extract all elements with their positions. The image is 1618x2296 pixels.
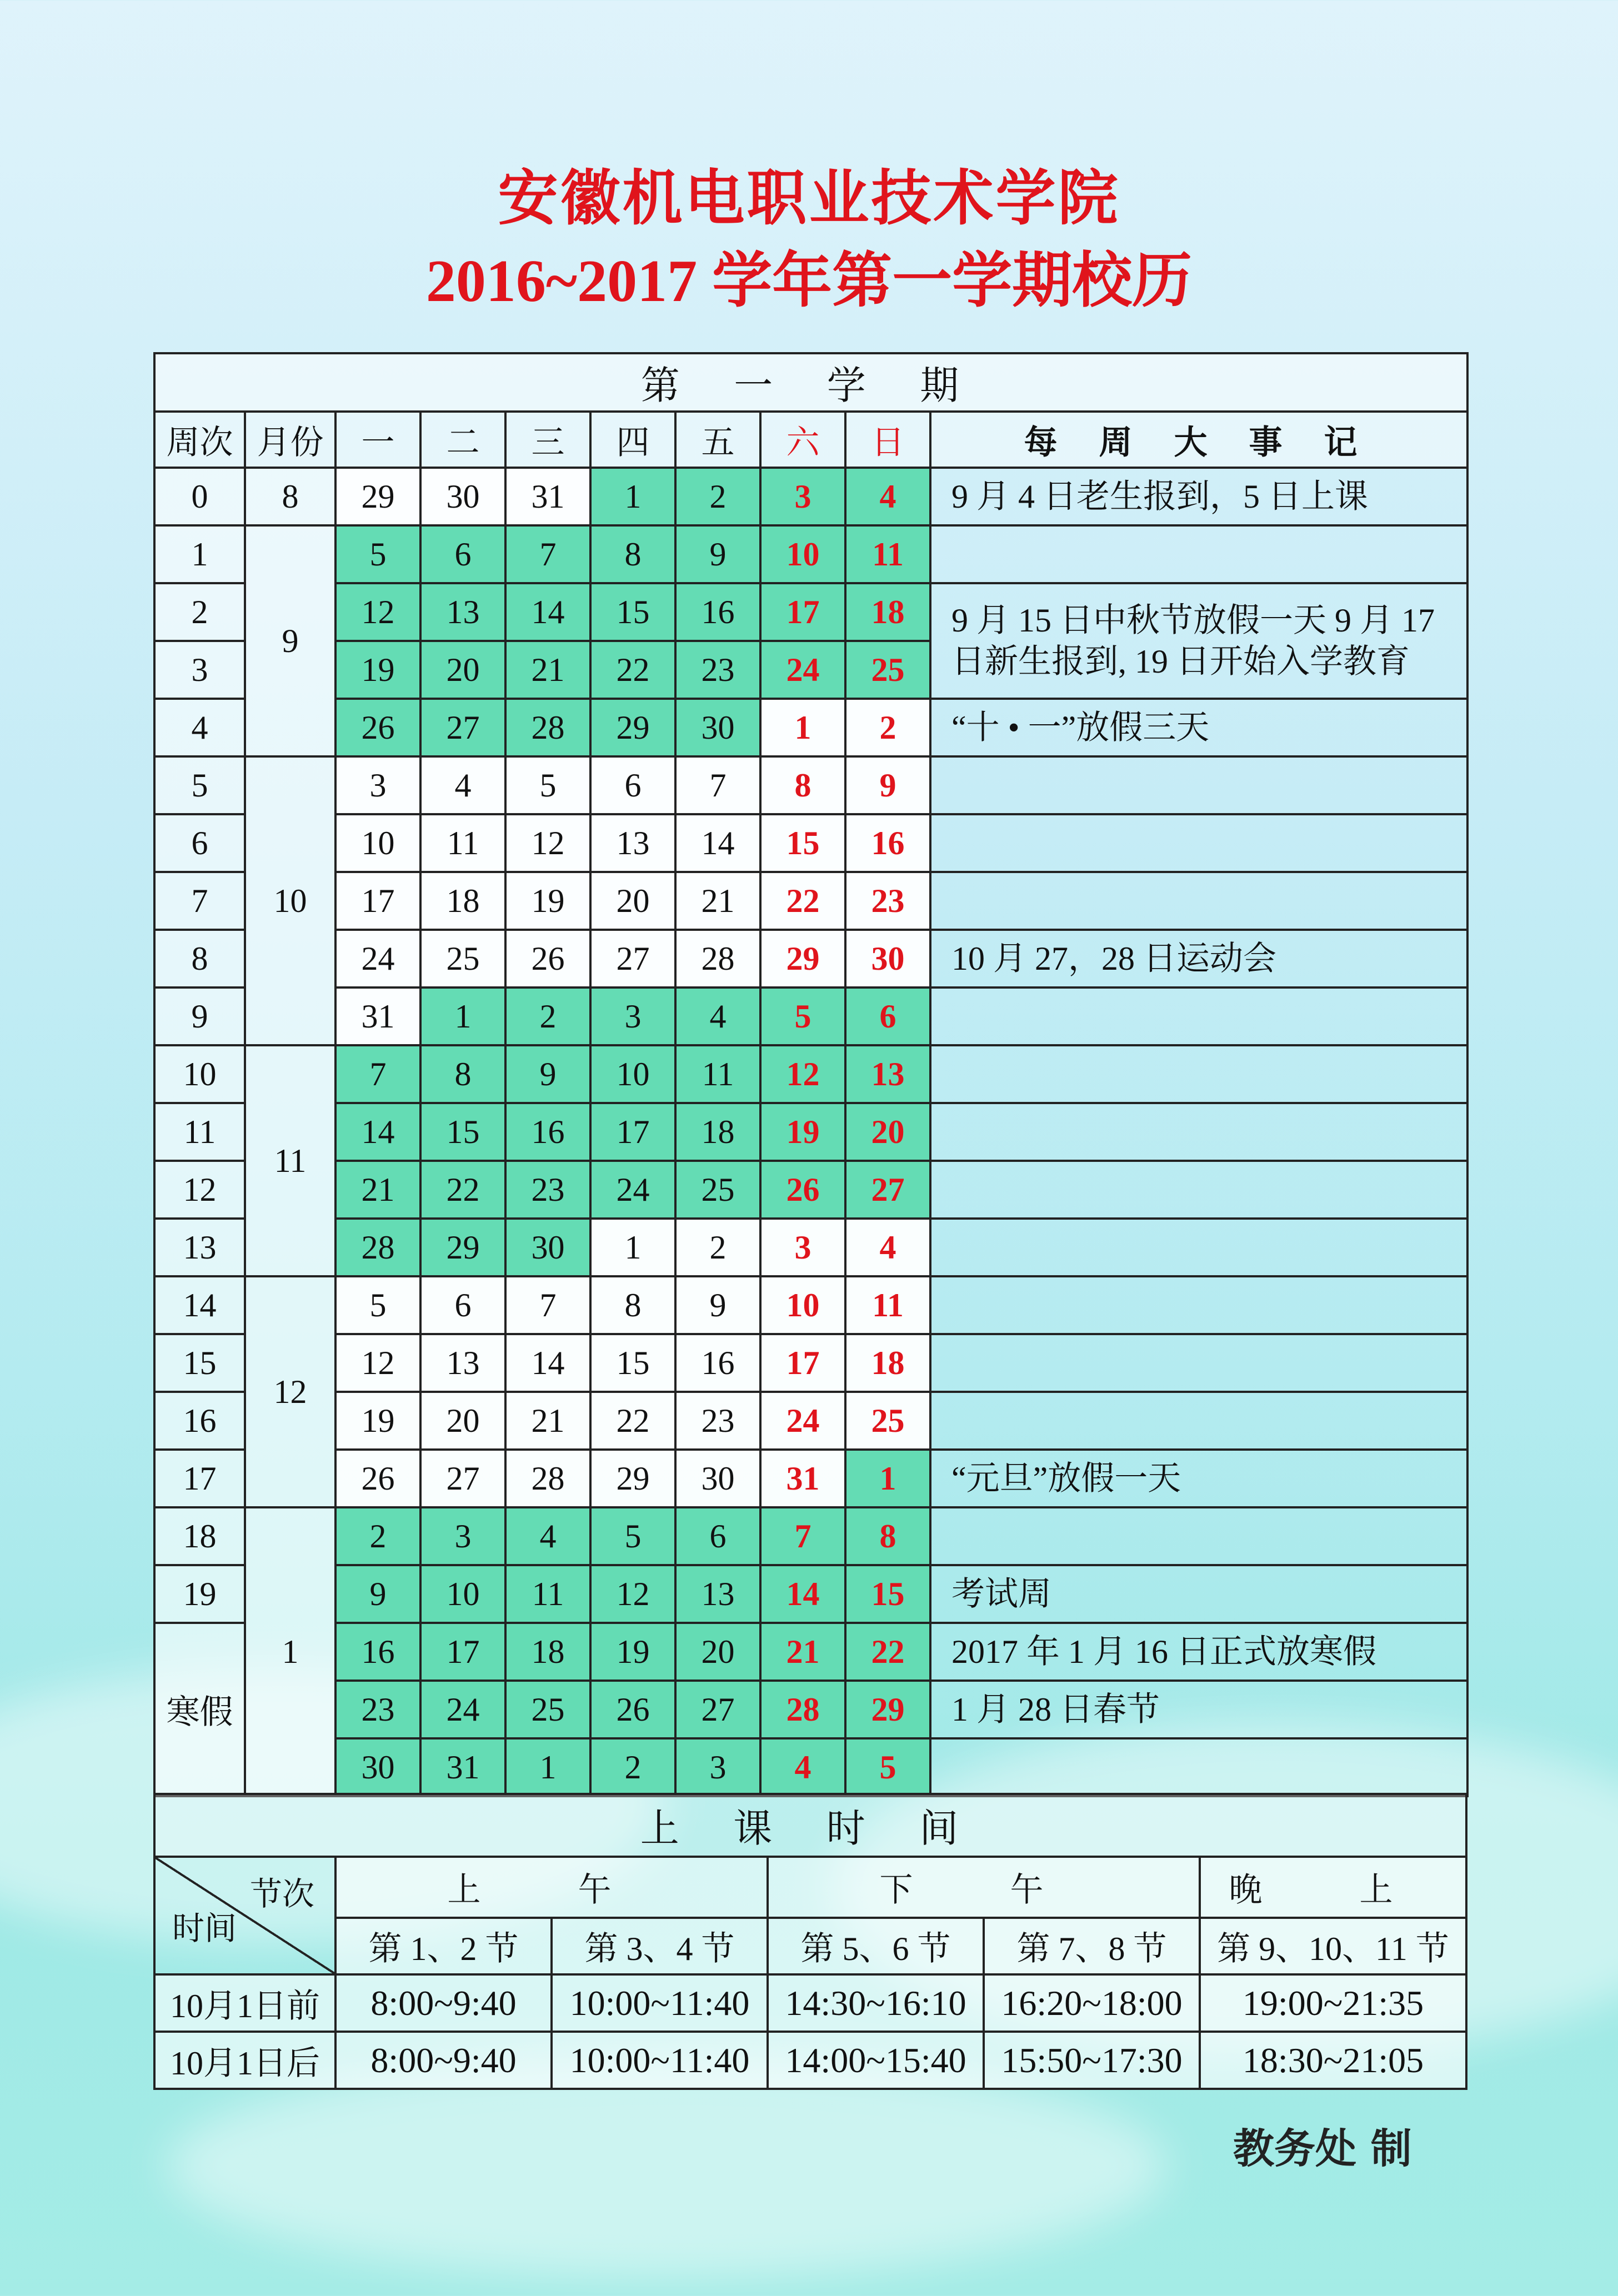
event-cell — [930, 1392, 1467, 1450]
month-cell: 1 — [245, 1507, 335, 1796]
day-cell: 10 — [335, 814, 420, 872]
time-cell: 15:50~17:30 — [984, 2032, 1200, 2089]
event-cell — [930, 1738, 1467, 1796]
day-cell: 3 — [760, 1219, 845, 1276]
day-cell: 24 — [760, 1392, 845, 1450]
week-number: 12 — [154, 1161, 245, 1219]
day-cell: 15 — [760, 814, 845, 872]
day-cell: 27 — [420, 1450, 505, 1507]
day-cell: 15 — [590, 1334, 675, 1392]
day-cell: 20 — [590, 872, 675, 930]
day-cell: 5 — [335, 1276, 420, 1334]
time-cell: 18:30~21:05 — [1200, 2032, 1466, 2089]
week-number: 0 — [154, 468, 245, 525]
day-cell: 22 — [420, 1161, 505, 1219]
week-number: 17 — [154, 1450, 245, 1507]
day-cell: 11 — [675, 1045, 760, 1103]
week-number: 14 — [154, 1276, 245, 1334]
day-cell: 16 — [505, 1103, 590, 1161]
day-header-sunday: 日 — [845, 412, 930, 468]
week-number: 7 — [154, 872, 245, 930]
time-cell: 19:00~21:35 — [1200, 1974, 1466, 2032]
day-cell: 24 — [335, 930, 420, 987]
day-cell: 16 — [675, 1334, 760, 1392]
day-cell: 11 — [845, 1276, 930, 1334]
day-cell: 14 — [760, 1565, 845, 1623]
month-cell: 10 — [245, 756, 335, 1045]
month-cell: 8 — [245, 468, 335, 525]
event-cell — [930, 1276, 1467, 1334]
day-cell: 28 — [505, 1450, 590, 1507]
day-cell: 20 — [420, 641, 505, 699]
corner-period-label: 节次 — [249, 1876, 314, 1912]
day-cell: 5 — [845, 1738, 930, 1796]
events-header: 每 周 大 事 记 — [930, 412, 1467, 468]
event-cell — [930, 1219, 1467, 1276]
day-cell: 14 — [335, 1103, 420, 1161]
day-cell: 10 — [420, 1565, 505, 1623]
day-cell: 4 — [760, 1738, 845, 1796]
day-cell: 2 — [590, 1738, 675, 1796]
day-cell: 30 — [420, 468, 505, 525]
day-cell: 29 — [335, 468, 420, 525]
day-header: 二 — [420, 412, 505, 468]
event-cell — [930, 525, 1467, 583]
day-cell: 30 — [675, 699, 760, 756]
time-cell: 14:30~16:10 — [768, 1974, 984, 2032]
event-cell — [930, 1334, 1467, 1392]
day-cell: 16 — [335, 1623, 420, 1681]
day-cell: 21 — [675, 872, 760, 930]
day-cell: 25 — [675, 1161, 760, 1219]
day-header: 一 — [335, 412, 420, 468]
day-cell: 29 — [760, 930, 845, 987]
time-cell: 10:00~11:40 — [552, 2032, 768, 2089]
day-cell: 24 — [420, 1681, 505, 1738]
day-cell: 4 — [420, 756, 505, 814]
day-cell: 20 — [675, 1623, 760, 1681]
day-cell: 11 — [845, 525, 930, 583]
event-cell — [930, 756, 1467, 814]
day-cell: 29 — [420, 1219, 505, 1276]
event-cell — [930, 872, 1467, 930]
day-cell: 31 — [335, 987, 420, 1045]
day-cell: 28 — [335, 1219, 420, 1276]
day-cell: 25 — [845, 1392, 930, 1450]
day-cell: 26 — [335, 1450, 420, 1507]
week-number: 16 — [154, 1392, 245, 1450]
day-cell: 13 — [845, 1045, 930, 1103]
month-cell: 12 — [245, 1276, 335, 1507]
day-cell: 12 — [335, 1334, 420, 1392]
day-cell: 13 — [420, 583, 505, 641]
semester-heading: 第 一 学 期 — [154, 353, 1467, 412]
day-cell: 12 — [335, 583, 420, 641]
day-cell: 18 — [845, 1334, 930, 1392]
day-cell: 24 — [590, 1161, 675, 1219]
day-header-saturday: 六 — [760, 412, 845, 468]
day-cell: 8 — [845, 1507, 930, 1565]
day-cell: 24 — [760, 641, 845, 699]
event-cell: 2017 年 1 月 16 日正式放寒假 — [930, 1623, 1467, 1681]
day-cell: 17 — [590, 1103, 675, 1161]
day-cell: 25 — [420, 930, 505, 987]
day-cell: 5 — [590, 1507, 675, 1565]
day-cell: 13 — [420, 1334, 505, 1392]
corner-time-label: 时间 — [172, 1911, 237, 1947]
day-cell: 9 — [335, 1565, 420, 1623]
day-cell: 21 — [760, 1623, 845, 1681]
day-cell: 21 — [505, 641, 590, 699]
day-cell: 9 — [505, 1045, 590, 1103]
period-header: 第 9、10、11 节 — [1200, 1918, 1466, 1974]
day-cell: 12 — [760, 1045, 845, 1103]
day-cell: 28 — [505, 699, 590, 756]
week-number: 10 — [154, 1045, 245, 1103]
day-cell: 26 — [590, 1681, 675, 1738]
day-cell: 31 — [760, 1450, 845, 1507]
period-header: 第 7、8 节 — [984, 1918, 1200, 1974]
day-cell: 27 — [675, 1681, 760, 1738]
event-cell: 考试周 — [930, 1565, 1467, 1623]
day-cell: 29 — [845, 1681, 930, 1738]
event-cell — [930, 1161, 1467, 1219]
day-cell: 18 — [675, 1103, 760, 1161]
day-cell: 4 — [845, 1219, 930, 1276]
day-cell: 8 — [420, 1045, 505, 1103]
day-cell: 4 — [845, 468, 930, 525]
day-cell: 14 — [505, 583, 590, 641]
day-cell: 28 — [760, 1681, 845, 1738]
day-cell: 4 — [505, 1507, 590, 1565]
week-number: 11 — [154, 1103, 245, 1161]
period-header: 第 3、4 节 — [552, 1918, 768, 1974]
event-cell — [930, 1507, 1467, 1565]
day-cell: 23 — [505, 1161, 590, 1219]
time-cell: 10:00~11:40 — [552, 1974, 768, 2032]
day-cell: 19 — [335, 1392, 420, 1450]
time-cell: 8:00~9:40 — [335, 1974, 552, 2032]
day-cell: 11 — [505, 1565, 590, 1623]
day-cell: 7 — [335, 1045, 420, 1103]
day-cell: 14 — [675, 814, 760, 872]
week-number: 19 — [154, 1565, 245, 1623]
day-cell: 9 — [675, 1276, 760, 1334]
week-number: 15 — [154, 1334, 245, 1392]
day-cell: 29 — [590, 699, 675, 756]
event-cell — [930, 1045, 1467, 1103]
event-cell: 10 月 27，28 日运动会 — [930, 930, 1467, 987]
winter-break-label: 寒假 — [154, 1623, 245, 1796]
day-cell: 5 — [335, 525, 420, 583]
day-cell: 15 — [845, 1565, 930, 1623]
week-number: 1 — [154, 525, 245, 583]
day-cell: 7 — [505, 1276, 590, 1334]
day-cell: 17 — [760, 1334, 845, 1392]
schedule-corner-cell — [154, 1857, 335, 1974]
day-cell: 1 — [845, 1450, 930, 1507]
day-cell: 20 — [420, 1392, 505, 1450]
week-number: 3 — [154, 641, 245, 699]
day-cell: 15 — [420, 1103, 505, 1161]
week-number: 8 — [154, 930, 245, 987]
day-cell: 31 — [505, 468, 590, 525]
day-cell: 6 — [420, 525, 505, 583]
day-cell: 3 — [420, 1507, 505, 1565]
schedule-heading: 上 课 时 间 — [154, 1794, 1466, 1857]
day-cell: 8 — [590, 525, 675, 583]
day-cell: 15 — [590, 583, 675, 641]
day-cell: 1 — [505, 1738, 590, 1796]
day-cell: 6 — [590, 756, 675, 814]
day-cell: 30 — [505, 1219, 590, 1276]
day-cell: 2 — [335, 1507, 420, 1565]
school-title: 安徽机电职业技术学院 — [498, 166, 1120, 232]
day-cell: 22 — [845, 1623, 930, 1681]
day-cell: 22 — [590, 641, 675, 699]
day-cell: 2 — [675, 1219, 760, 1276]
day-cell: 14 — [505, 1334, 590, 1392]
day-cell: 18 — [420, 872, 505, 930]
day-cell: 17 — [335, 872, 420, 930]
day-cell: 4 — [675, 987, 760, 1045]
month-cell: 11 — [245, 1045, 335, 1276]
day-cell: 8 — [590, 1276, 675, 1334]
day-cell: 27 — [420, 699, 505, 756]
day-cell: 1 — [590, 468, 675, 525]
day-cell: 6 — [420, 1276, 505, 1334]
day-header: 五 — [675, 412, 760, 468]
day-cell: 21 — [505, 1392, 590, 1450]
event-cell: “十 • 一”放假三天 — [930, 699, 1467, 756]
day-cell: 3 — [590, 987, 675, 1045]
day-cell: 10 — [760, 525, 845, 583]
day-cell: 16 — [845, 814, 930, 872]
day-cell: 7 — [760, 1507, 845, 1565]
day-cell: 6 — [845, 987, 930, 1045]
day-cell: 1 — [760, 699, 845, 756]
day-cell: 10 — [590, 1045, 675, 1103]
time-cell: 16:20~18:00 — [984, 1974, 1200, 2032]
after-oct1-label: 10月1日后 — [154, 2032, 335, 2089]
day-cell: 6 — [675, 1507, 760, 1565]
day-header: 三 — [505, 412, 590, 468]
day-cell: 19 — [760, 1103, 845, 1161]
week-number: 4 — [154, 699, 245, 756]
week-number: 9 — [154, 987, 245, 1045]
week-number: 13 — [154, 1219, 245, 1276]
day-cell: 19 — [590, 1623, 675, 1681]
day-cell: 23 — [675, 1392, 760, 1450]
calendar-title: 2016~2017 学年第一学期校历 — [425, 248, 1193, 314]
day-cell: 26 — [335, 699, 420, 756]
day-cell: 27 — [590, 930, 675, 987]
day-cell: 16 — [675, 583, 760, 641]
week-number: 18 — [154, 1507, 245, 1565]
day-cell: 20 — [845, 1103, 930, 1161]
issuer-footer: 教务处 制 — [1233, 2125, 1412, 2173]
time-cell: 8:00~9:40 — [335, 2032, 552, 2089]
week-number: 5 — [154, 756, 245, 814]
day-cell: 22 — [760, 872, 845, 930]
day-cell: 22 — [590, 1392, 675, 1450]
week-header: 周次 — [154, 412, 245, 468]
day-cell: 3 — [335, 756, 420, 814]
day-cell: 23 — [675, 641, 760, 699]
semester-calendar-table — [153, 352, 1469, 1797]
week-number: 6 — [154, 814, 245, 872]
day-cell: 30 — [845, 930, 930, 987]
day-cell: 30 — [675, 1450, 760, 1507]
event-cell — [930, 1103, 1467, 1161]
day-header: 四 — [590, 412, 675, 468]
day-cell: 31 — [420, 1738, 505, 1796]
period-header: 第 1、2 节 — [335, 1918, 552, 1974]
day-cell: 17 — [420, 1623, 505, 1681]
event-cell: 1 月 28 日春节 — [930, 1681, 1467, 1738]
day-cell: 2 — [505, 987, 590, 1045]
morning-header: 上 午 — [335, 1857, 768, 1918]
event-cell — [930, 987, 1467, 1045]
day-cell: 3 — [760, 468, 845, 525]
time-cell: 14:00~15:40 — [768, 2032, 984, 2089]
afternoon-header: 下 午 — [768, 1857, 1200, 1918]
day-cell: 17 — [760, 583, 845, 641]
day-cell: 10 — [760, 1276, 845, 1334]
day-cell: 12 — [505, 814, 590, 872]
day-cell: 13 — [675, 1565, 760, 1623]
day-cell: 11 — [420, 814, 505, 872]
day-cell: 12 — [590, 1565, 675, 1623]
day-cell: 23 — [335, 1681, 420, 1738]
event-cell: 9 月 15 日中秋节放假一天 9 月 17 日新生报到, 19 日开始入学教育 — [930, 583, 1467, 699]
day-cell: 2 — [675, 468, 760, 525]
day-cell: 9 — [675, 525, 760, 583]
day-cell: 5 — [760, 987, 845, 1045]
day-cell: 3 — [675, 1738, 760, 1796]
evening-header: 晚 上 — [1200, 1857, 1466, 1918]
day-cell: 26 — [760, 1161, 845, 1219]
day-cell: 1 — [420, 987, 505, 1045]
period-header: 第 5、6 节 — [768, 1918, 984, 1974]
day-cell: 2 — [845, 699, 930, 756]
event-cell — [930, 814, 1467, 872]
day-cell: 19 — [505, 872, 590, 930]
day-cell: 19 — [335, 641, 420, 699]
day-cell: 18 — [505, 1623, 590, 1681]
day-cell: 25 — [505, 1681, 590, 1738]
day-cell: 25 — [845, 641, 930, 699]
day-cell: 18 — [845, 583, 930, 641]
day-cell: 26 — [505, 930, 590, 987]
day-cell: 28 — [675, 930, 760, 987]
day-cell: 21 — [335, 1161, 420, 1219]
day-cell: 5 — [505, 756, 590, 814]
day-cell: 7 — [505, 525, 590, 583]
event-cell: “元旦”放假一天 — [930, 1450, 1467, 1507]
day-cell: 23 — [845, 872, 930, 930]
month-cell: 9 — [245, 525, 335, 756]
event-cell: 9 月 4 日老生报到，5 日上课 — [930, 468, 1467, 525]
day-cell: 7 — [675, 756, 760, 814]
day-cell: 13 — [590, 814, 675, 872]
column-header-row — [154, 412, 1467, 468]
class-schedule-table — [153, 1793, 1467, 2090]
month-header: 月份 — [245, 412, 335, 468]
day-cell: 29 — [590, 1450, 675, 1507]
day-cell: 27 — [845, 1161, 930, 1219]
day-cell: 1 — [590, 1219, 675, 1276]
day-cell: 9 — [845, 756, 930, 814]
day-cell: 8 — [760, 756, 845, 814]
week-number: 2 — [154, 583, 245, 641]
day-cell: 30 — [335, 1738, 420, 1796]
before-oct1-label: 10月1日前 — [154, 1974, 335, 2032]
